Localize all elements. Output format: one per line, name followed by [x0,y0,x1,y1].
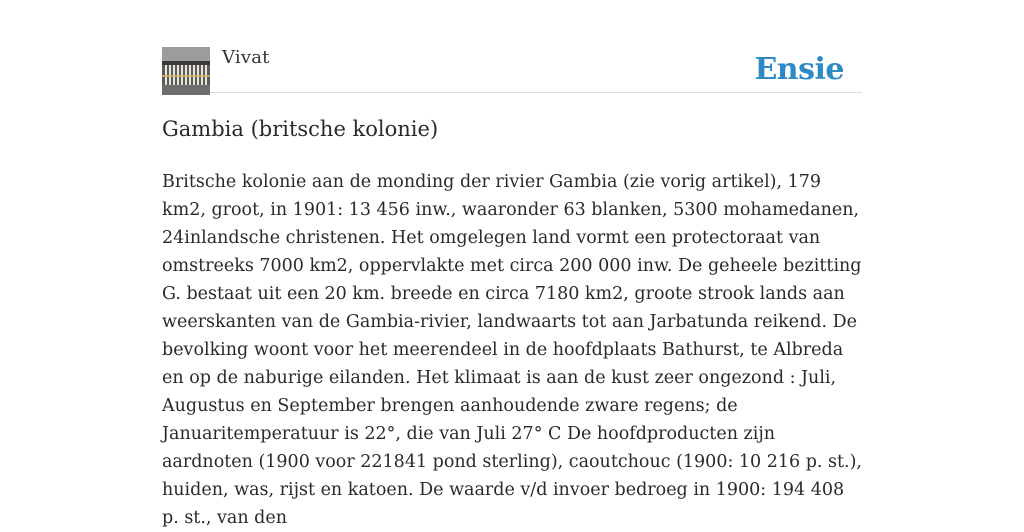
article-body: Britsche kolonie aan de monding der rivier Gambia (zie vorig artikel), 179 km2, groot, in 1901: 13 456 inw., waaronder 63 blanken, 5300 mohamedanen, 24inlandsche christenen. Het omgelegen land vormt een protectoraat van omstreeks 7000 km2, oppervlakte met circa 200 000 inw. De geheele bezitting G. bestaat uit een 20 km. breede en circa 7180 km2, groote strook lands aan weerskanten van de Gambia-rivier, landwaarts tot aan Jarbatunda reikend. De bevolking woont voor het meerendeel in de hoofdplaats Bathurst, te Albreda en op de naburige eilanden. Het klimaat is aan de kust zeer ongezond : Juli, Augustus en September brengen aanhoudende zware regens; de Januaritemperatuur is 22°, die van Juli 27° C De hoofdproducten zijn aardnoten (1900 voor 221841 pond sterling), caoutchouc (1900: 10 216 p. st.), huiden, was, rijst en katoen. De waarde v/d invoer bedroeg in 1900: 194 408 p. st., van den [162,172,862,528]
site-logo[interactable]: Ensie [754,52,844,87]
article-header [162,46,862,93]
author-avatar[interactable] [162,47,210,95]
author-name[interactable]: Vivat [222,47,270,68]
article-title: Gambia (britsche kolonie) [162,117,439,141]
avatar-image-icon [162,47,210,95]
